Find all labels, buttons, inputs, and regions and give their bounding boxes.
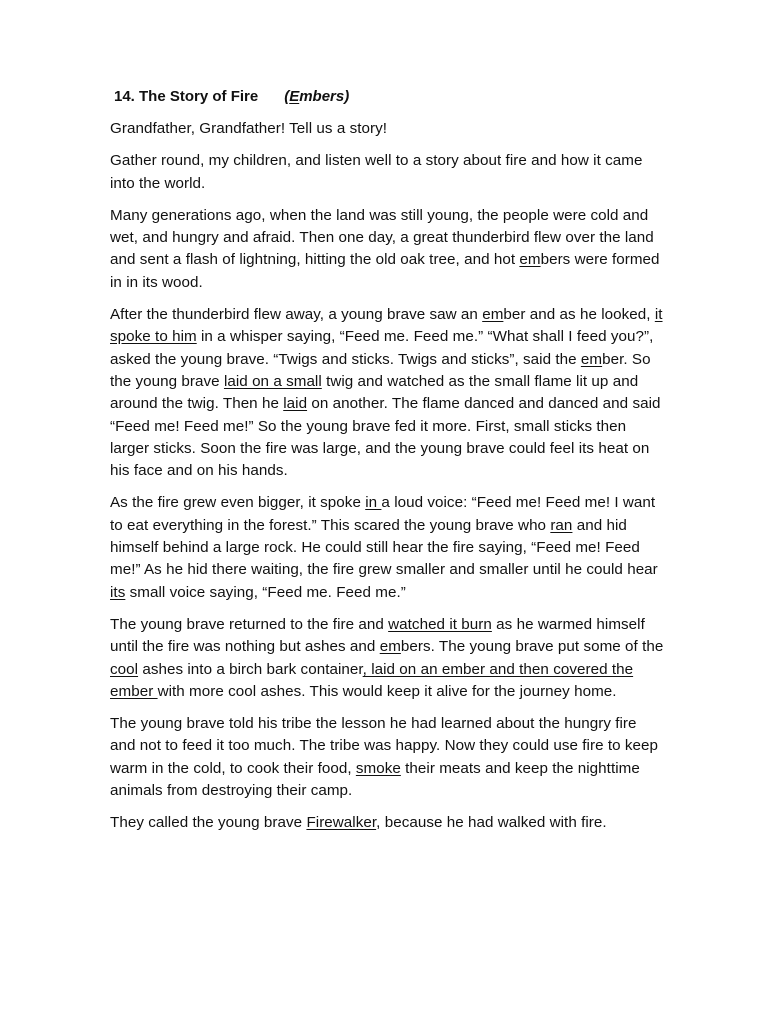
paragraph-text: their meats and keep the nighttime animals from destroying their camp. bbox=[110, 759, 640, 800]
underlined-text: it spoke to him bbox=[110, 306, 663, 346]
paragraph-text: As the fire grew even bigger, it spoke bbox=[110, 494, 366, 512]
paragraph-text: bers were formed in in its wood. bbox=[110, 251, 660, 291]
underlined-text: in bbox=[365, 494, 382, 512]
paragraph-text: The young brave told his tribe the lesson he had learned about the hungry fire and not to feed it too much. The tribe was happy. Now they could use fire to keep warm in the cold, to cook their food, bbox=[110, 715, 659, 777]
underlined-text: em bbox=[482, 306, 504, 324]
paragraph-text: ber and as he looked, bbox=[503, 306, 655, 324]
paragraph-text: The young brave returned to the fire and bbox=[110, 615, 389, 633]
story-title bbox=[114, 86, 665, 108]
paragraph-text: with more cool ashes. This would keep it alive for the journey home. bbox=[157, 682, 617, 700]
paragraph-text: Many generations ago, when the land was still young, the people were cold and wet, and hungry and afraid. Then one day, a great thunderbird flew over the land and sent a flash of lightning, hitting the old oak tree, and hot bbox=[110, 206, 654, 269]
underlined-text: smoke bbox=[355, 759, 401, 777]
underlined-text: laid bbox=[283, 395, 308, 413]
story-paragraph bbox=[110, 205, 665, 294]
paragraph-text: a loud voice: “Feed me! Feed me! I want to eat everything in the forest.” This scared the young brave who bbox=[110, 494, 656, 534]
story-paragraph bbox=[110, 304, 665, 482]
underlined-text: its bbox=[110, 583, 126, 601]
story-paragraph bbox=[110, 614, 665, 703]
paragraph-text: small voice saying, “Feed me. Feed me.” bbox=[125, 583, 406, 601]
underlined-text: laid on a small bbox=[223, 372, 322, 390]
story-subtitle: (Embers) bbox=[284, 88, 350, 105]
paragraph-text: bers. The young brave put some of the bbox=[400, 638, 664, 656]
story-paragraph bbox=[110, 118, 665, 140]
underlined-text: Firewalker bbox=[306, 814, 377, 832]
underlined-text: em bbox=[379, 638, 401, 656]
story-title-label: 14. The Story of Fire bbox=[114, 88, 259, 105]
paragraph-text: ber. So the young brave bbox=[110, 350, 651, 390]
paragraph-text: Grandfather, Grandfather! Tell us a story! bbox=[110, 120, 388, 137]
paragraph-text: They called the young brave bbox=[110, 814, 307, 832]
paragraph-text: Gather round, my children, and listen well to a story about fire and how it came into the world. bbox=[110, 152, 643, 192]
document-page bbox=[110, 86, 665, 845]
story-body bbox=[110, 118, 665, 835]
paragraph-text: and hid himself behind a large rock. He could still hear the fire saying, “Feed me! Feed me!” As he hid there waiting, the fire grew smaller and smaller until he could hear bbox=[110, 516, 658, 579]
paragraph-text: twig and watched as the small flame lit up and around the twig. Then he bbox=[110, 372, 639, 413]
underlined-text: ran bbox=[550, 516, 573, 534]
underlined-text: cool bbox=[110, 660, 139, 678]
paragraph-text: as he warmed himself until the fire was nothing but ashes and bbox=[110, 615, 645, 656]
paragraph-text: After the thunderbird flew away, a young brave saw an bbox=[110, 306, 483, 324]
underlined-text: em bbox=[580, 350, 603, 368]
story-paragraph bbox=[110, 713, 665, 802]
underlined-text: , laid on an ember and then covered the ember bbox=[110, 660, 634, 700]
underlined-text: em bbox=[519, 251, 541, 269]
paragraph-text: on another. The flame danced and danced and said “Feed me! Feed me!” So the young brave fed it more. First, small sticks then larger sticks. Soon the fire was large, and the young brave could feel its heat on his face and on his hands. bbox=[110, 395, 661, 480]
paragraph-text: , because he had walked with fire. bbox=[376, 814, 607, 832]
story-paragraph bbox=[110, 150, 665, 195]
story-paragraph bbox=[110, 492, 665, 603]
paragraph-text: in a whisper saying, “Feed me. Feed me.” “What shall I feed you?”, asked the young brave. “Twigs and sticks. Twigs and sticks”, said the bbox=[110, 328, 654, 368]
paragraph-text: ashes into a birch bark container bbox=[138, 660, 363, 678]
underlined-text: watched it burn bbox=[388, 615, 492, 633]
story-paragraph bbox=[110, 812, 665, 834]
